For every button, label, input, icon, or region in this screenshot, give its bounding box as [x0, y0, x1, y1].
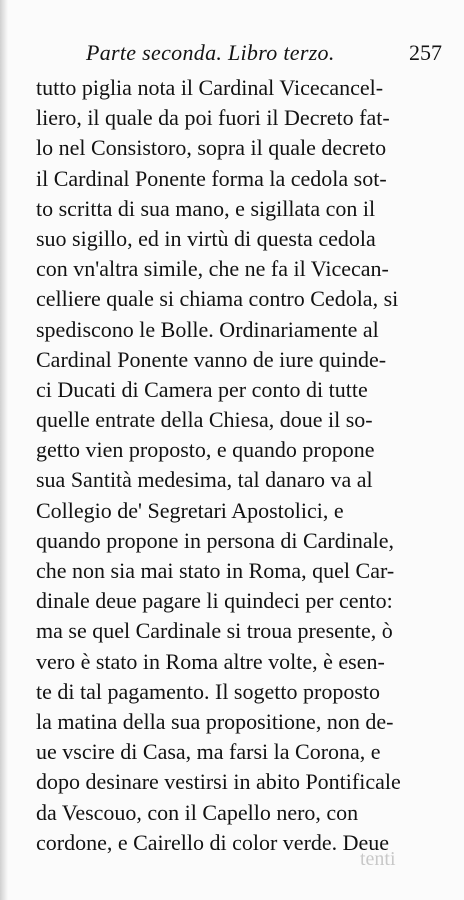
- page-number: 257: [409, 40, 442, 65]
- text-line: che non sia mai stato in Roma, quel Car-: [36, 558, 395, 583]
- text-line: ue vscire di Casa, ma farsi la Corona, e: [36, 739, 381, 765]
- page-gutter-shadow: [0, 0, 8, 900]
- running-head: [86, 40, 442, 66]
- text-line: celliere quale si chiama contro Cedola, si: [36, 286, 399, 312]
- text-line: sua Santità medesima, tal danaro va al: [36, 467, 373, 493]
- text-line: quando propone in persona di Cardinale,: [36, 527, 395, 553]
- text-line: Collegio de' Segretari Apostolici, e: [36, 497, 344, 523]
- text-line: il Cardinal Ponente forma la cedola sot-: [36, 165, 387, 191]
- text-line: getto vien proposto, e quando propone: [36, 437, 375, 463]
- text-line: cordone, e Cairello di color verde. Deue: [36, 829, 390, 855]
- text-line: to scritta di sua mano, e sigillata con il: [36, 195, 376, 221]
- text-line: lo nel Consistoro, sopra il quale decreto: [36, 135, 387, 161]
- text-line: suo sigillo, ed in virtù di questa cedola: [36, 225, 376, 251]
- body-text: [36, 73, 448, 858]
- text-line: Cardinal Ponente vanno de iure quinde-: [36, 346, 387, 372]
- text-line: spediscono le Bolle. Ordinariamente al: [36, 316, 379, 342]
- text-line: quelle entrate della Chiesa, doue il so-: [36, 407, 373, 433]
- catchword: tenti: [360, 848, 396, 870]
- text-line: dopo desinare vestirsi in abito Pontificale: [36, 769, 401, 795]
- running-title: Parte seconda. Libro terzo.: [86, 40, 335, 65]
- text-line: ci Ducati di Camera per conto di tutte: [36, 376, 368, 402]
- text-line: te di tal pagamento. Il sogetto proposto: [36, 678, 380, 704]
- text-line: dinale deue pagare li quindeci per cento:: [36, 588, 393, 614]
- text-line: con vn'altra simile, che ne fa il Vicecan-: [36, 256, 389, 282]
- text-line: vero è stato in Roma altre volte, è esen-: [36, 648, 385, 674]
- text-line: ma se quel Cardinale si troua presente, ò: [36, 618, 393, 644]
- text-line: tutto piglia nota il Cardinal Vicecancel-: [36, 75, 384, 100]
- text-line: la matina della sua propositione, non de-: [36, 708, 394, 734]
- text-line: da Vescouo, con il Capello nero, con: [36, 799, 359, 825]
- text-line: liero, il quale da poi fuori il Decreto fat-: [36, 105, 390, 131]
